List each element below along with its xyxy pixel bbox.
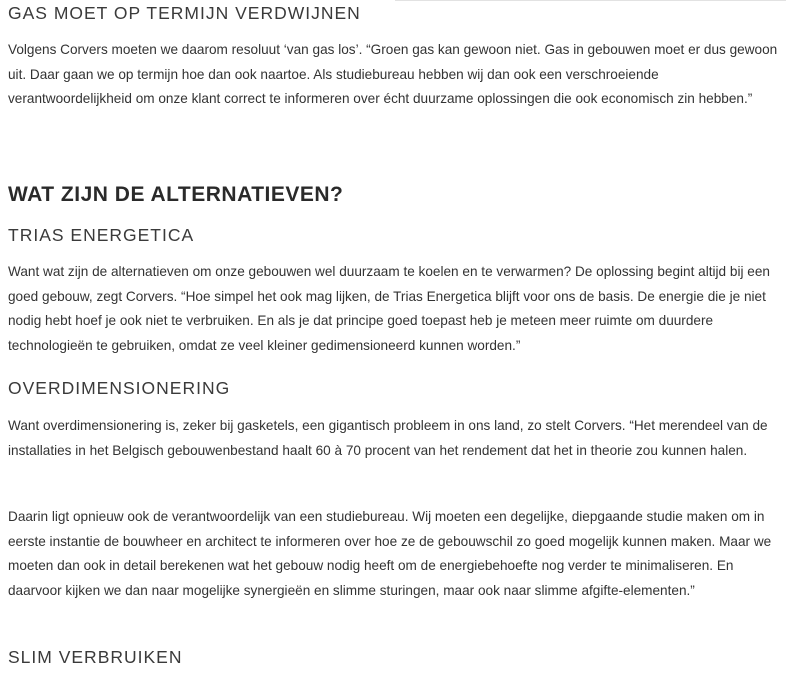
section-heading-gas: GAS MOET OP TERMIJN VERDWIJNEN <box>8 3 361 23</box>
paragraph-overdimensionering-1: Want overdimensionering is, zeker bij gasketels, een gigantisch probleem in ons land, zo stelt Corvers. “Het merendeel van de installaties in het Belgisch gebouwenbestand haalt 60 à 70 procent van het rendement dat het in theorie zou kunnen halen. <box>8 418 768 458</box>
section-heading-slim-verbruiken: SLIM VERBRUIKEN <box>8 647 183 667</box>
section-heading-trias: TRIAS ENERGETICA <box>8 225 195 245</box>
top-divider <box>395 0 786 1</box>
paragraph-trias: Want wat zijn de alternatieven om onze gebouwen wel duurzaam te koelen en te verwarmen? De oplossing begint altijd bij een goed gebouw, zegt Corvers. “Hoe simpel het ook mag lijken, de Trias Energetica blijft voor ons de basis. De energie die je niet nodig hebt hoef je ook niet te verbruiken. En als je dat principe goed toepast heb je meteen meer ruimte om duurdere technologieën te gebruiken, omdat ze veel kleiner gedimensioneerd kunnen worden.” <box>8 264 770 353</box>
section-heading-alternatives: WAT ZIJN DE ALTERNATIEVEN? <box>8 183 344 206</box>
section-heading-overdimensionering: OVERDIMENSIONERING <box>8 378 231 398</box>
paragraph-overdimensionering-2: Daarin ligt opnieuw ook de verantwoordelijk van een studiebureau. Wij moeten een degelijke, diepgaande studie maken om in eerste instantie de bouwheer en architect te informeren over hoe ze de gebouwschil zo goed mogelijk kunnen maken. Maar we moeten dan ook in detail berekenen wat het gebouw nodig heeft om de energiebehoefte nog verder te minimaliseren. En daarvoor kijken we dan naar mogelijke synergieën en slimme sturingen, maar ook naar slimme afgifte-elementen.” <box>8 509 772 598</box>
paragraph-gas: Volgens Corvers moeten we daarom resoluut ‘van gas los’. “Groen gas kan gewoon niet. Gas in gebouwen moet er dus gewoon uit. Daar gaan we op termijn hoe dan ook naartoe. Als studiebureau hebben wij dan ook een verschroeiende verantwoordelijkheid om onze klant correct te informeren over écht duurzame oplossingen die ook economisch zin hebben.” <box>8 42 778 106</box>
